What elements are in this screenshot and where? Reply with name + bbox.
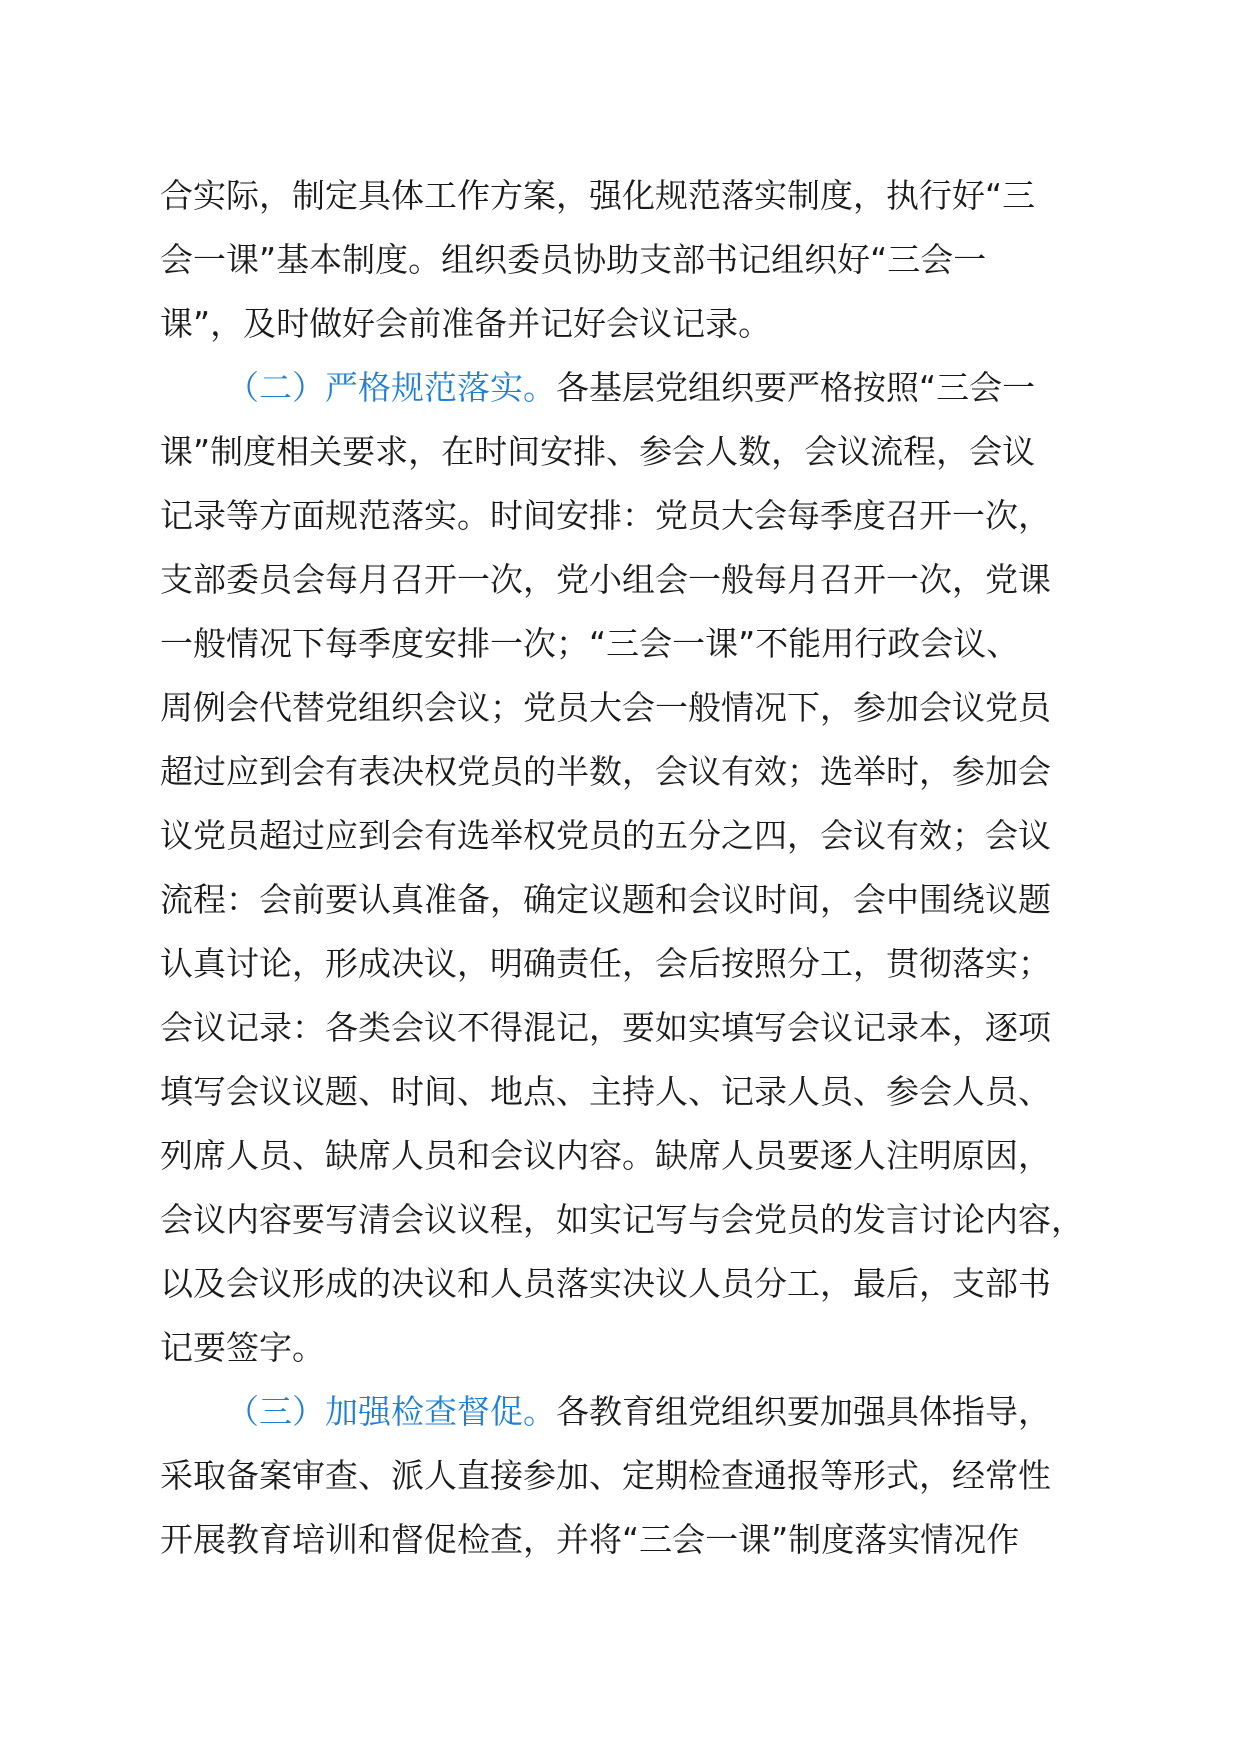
- section-heading: （二）严格规范落实。: [226, 368, 556, 407]
- text-line: 一般情况下每季度安排一次；“三会一课”不能用行政会议、: [160, 624, 1020, 663]
- text-line: 认真讨论，形成决议，明确责任，会后按照分工，贯彻落实；: [160, 944, 1051, 983]
- text-line: 课”，及时做好会前准备并记好会议记录。: [160, 304, 772, 343]
- section-heading: （三）加强检查督促。: [226, 1392, 556, 1431]
- text-line: 会一课”基本制度。组织委员协助支部书记组织好“三会一: [160, 240, 987, 279]
- text-line: 列席人员、缺席人员和会议内容。缺席人员要逐人注明原因，: [160, 1136, 1051, 1175]
- section-2-first-line: [160, 356, 1120, 420]
- text-line: 开展教育培训和督促检查，并将“三会一课”制度落实情况作: [160, 1520, 1020, 1559]
- text-line: 会议记录：各类会议不得混记，要如实填写会议记录本，逐项: [160, 1008, 1051, 1047]
- text-span: 各基层党组织要严格按照“三会一: [556, 368, 1036, 407]
- section-3-first-line: [160, 1380, 1120, 1444]
- text-line: 采取备案审查、派人直接参加、定期检查通报等形式，经常性: [160, 1456, 1051, 1495]
- text-line: 合实际，制定具体工作方案，强化规范落实制度，执行好“三: [160, 176, 1036, 215]
- text-line: 超过应到会有表决权党员的半数，会议有效；选举时，参加会: [160, 752, 1051, 791]
- text-line: 以及会议形成的决议和人员落实决议人员分工，最后，支部书: [160, 1264, 1051, 1303]
- text-line: 填写会议议题、时间、地点、主持人、记录人员、参会人员、: [160, 1072, 1051, 1111]
- text-line: 支部委员会每月召开一次，党小组会一般每月召开一次，党课: [160, 560, 1051, 599]
- text-line: 会议内容要写清会议议程，如实记写与会党员的发言讨论内容，: [160, 1200, 1084, 1239]
- text-line: 周例会代替党组织会议；党员大会一般情况下，参加会议党员: [160, 688, 1051, 727]
- text-line: 记要签字。: [160, 1328, 325, 1367]
- text-span: 各教育组党组织要加强具体指导，: [556, 1392, 1051, 1431]
- document-body: [160, 164, 1120, 1572]
- text-line: 课”制度相关要求，在时间安排、参会人数，会议流程，会议: [160, 432, 1036, 471]
- text-line: 记录等方面规范落实。时间安排：党员大会每季度召开一次，: [160, 496, 1051, 535]
- text-line: 议党员超过应到会有选举权党员的五分之四，会议有效；会议: [160, 816, 1051, 855]
- text-line: 流程：会前要认真准备，确定议题和会议时间，会中围绕议题: [160, 880, 1051, 919]
